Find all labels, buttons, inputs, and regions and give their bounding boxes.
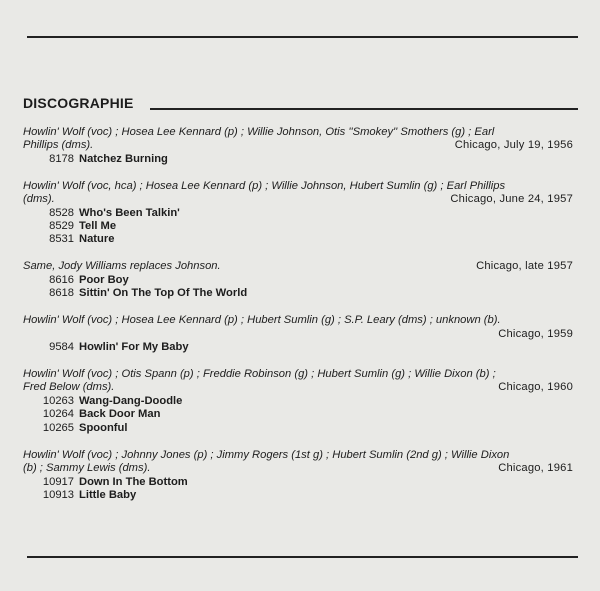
matrix-number: 10913 (42, 488, 74, 501)
track-row (23, 287, 573, 300)
matrix-number: 8529 (49, 220, 74, 233)
session-personnel (23, 126, 573, 139)
session-personnel-cont (23, 193, 573, 206)
session-personnel (23, 180, 573, 193)
track-row (23, 233, 573, 246)
track-row (23, 395, 573, 408)
matrix-number: 8618 (49, 287, 74, 300)
session (23, 180, 573, 247)
personnel-line: Fred Below (dms). (23, 381, 115, 394)
session-personnel (23, 314, 573, 327)
matrix-number: 10264 (42, 408, 74, 421)
page-title: DISCOGRAPHIE (23, 95, 134, 111)
session-location: Chicago, late 1957 (476, 260, 573, 273)
track-row (23, 220, 573, 233)
personnel-line: Howlin' Wolf (voc) ; Hosea Lee Kennard (p) ; Hubert Sumlin (g) ; S.P. Leary (dms) ; unknown (b). (23, 314, 501, 327)
personnel-line: Howlin' Wolf (voc) ; Hosea Lee Kennard (p) ; Willie Johnson, Otis ''Smokey'' Smothers (g) ; Earl (23, 126, 495, 138)
personnel-line: Phillips (dms). (23, 139, 94, 152)
track-row (23, 476, 573, 489)
session-personnel-cont (23, 139, 573, 152)
session-personnel-cont (23, 462, 573, 475)
track-title: Nature (79, 233, 115, 246)
track-title: Wang-Dang-Doodle (79, 394, 183, 407)
track-row (23, 422, 573, 435)
personnel-line: (b) ; Sammy Lewis (dms). (23, 462, 151, 475)
personnel-line: Howlin' Wolf (voc) ; Otis Spann (p) ; Freddie Robinson (g) ; Hubert Sumlin (g) ; Willie Dixon (b) ; (23, 368, 496, 381)
session-personnel (23, 449, 573, 462)
track-row (23, 341, 573, 354)
top-rule (27, 36, 578, 38)
session-location: Chicago, 1960 (498, 381, 573, 394)
track-title: Who's Been Talkin' (79, 206, 180, 219)
track-row (23, 489, 573, 502)
session-personnel-cont (23, 328, 573, 341)
matrix-number: 8528 (49, 206, 74, 219)
track-row (23, 274, 573, 287)
matrix-number: 10263 (42, 394, 74, 407)
personnel-line: Same, Jody Williams replaces Johnson. (23, 260, 221, 273)
track-title: Natchez Burning (79, 152, 168, 165)
session-location: Chicago, July 19, 1956 (454, 139, 573, 152)
track-row (23, 408, 573, 421)
personnel-line: (dms). (23, 193, 55, 206)
matrix-number: 10917 (42, 475, 74, 488)
session-personnel-cont (23, 381, 573, 394)
session-personnel (23, 368, 573, 381)
session (23, 314, 573, 354)
bottom-rule (27, 556, 578, 558)
track-title: Sittin' On The Top Of The World (79, 287, 248, 300)
section-header (23, 95, 578, 115)
matrix-number: 8616 (49, 273, 74, 286)
session-location: Chicago, 1959 (498, 327, 573, 340)
track-title: Spoonful (79, 421, 128, 434)
track-title: Tell Me (79, 220, 117, 233)
track-title: Poor Boy (79, 273, 129, 286)
track-title: Little Baby (79, 488, 137, 501)
matrix-number: 8531 (49, 233, 74, 246)
session (23, 368, 573, 435)
personnel-line: Howlin' Wolf (voc, hca) ; Hosea Lee Kennard (p) ; Willie Johnson, Hubert Sumlin (g) ; Earl Phillips (23, 179, 506, 192)
track-title: Howlin' For My Baby (79, 341, 189, 354)
title-rule (150, 108, 578, 110)
personnel-line: Howlin' Wolf (voc) ; Johnny Jones (p) ; Jimmy Rogers (1st g) ; Hubert Sumlin (2nd g) ; Willie Dixon (23, 448, 510, 461)
session-location: Chicago, 1961 (498, 462, 573, 475)
session-location: Chicago, June 24, 1957 (450, 193, 573, 206)
matrix-number: 8178 (49, 152, 74, 165)
session-personnel (23, 260, 573, 273)
session (23, 260, 573, 300)
session (23, 126, 573, 166)
matrix-number: 9584 (49, 341, 74, 354)
matrix-number: 10265 (42, 421, 74, 434)
track-title: Down In The Bottom (79, 475, 188, 488)
session (23, 449, 573, 503)
track-row (23, 153, 573, 166)
discography-list (23, 126, 573, 516)
track-row (23, 207, 573, 220)
track-title: Back Door Man (79, 408, 161, 421)
